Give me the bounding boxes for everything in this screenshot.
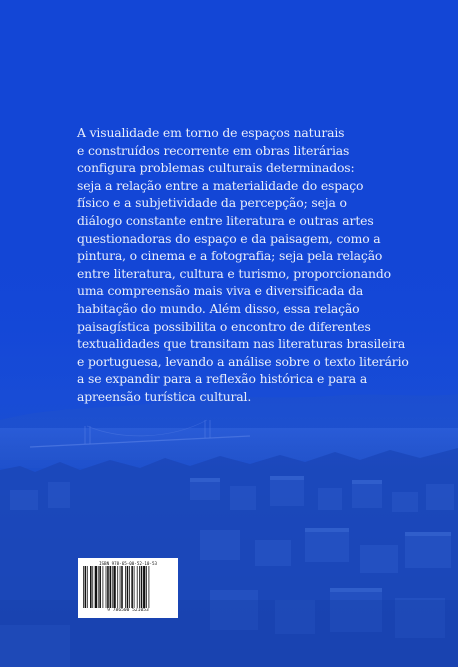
blurb-line: e construídos recorrente em obras literárias (77, 142, 350, 158)
barcode-bar (90, 566, 92, 608)
isbn-barcode (78, 558, 178, 618)
barcode-bar (87, 566, 88, 608)
blurb-line: entre literatura, cultura e turismo, proporcionando (77, 265, 391, 281)
barcode-bar (85, 566, 87, 608)
barcode-bar (107, 566, 109, 608)
blurb-line: uma compreensão mais viva e diversificada da (77, 283, 364, 299)
barcode-bar (143, 566, 145, 608)
barcode-bar (112, 566, 113, 608)
barcode-bar (120, 566, 121, 608)
barcode-bar (99, 566, 101, 608)
blurb-line: apreensão turística cultural. (77, 388, 252, 404)
blurb-line: pintura, o cinema e a fotografia; seja pela relação (77, 248, 383, 264)
barcode-bar (131, 566, 133, 608)
barcode-bar (129, 566, 130, 608)
barcode-bar (134, 566, 135, 608)
barcode-bar (117, 566, 118, 608)
blurb-line: seja a relação entre a materialidade do espaço (77, 177, 364, 193)
back-cover-blurb (77, 124, 407, 406)
barcode-bar (146, 566, 147, 608)
blurb-line: questionadoras do espaço e da paisagem, como a (77, 230, 381, 246)
blurb-line: paisagística possibilita o encontro de diferentes (77, 318, 371, 334)
blurb-line: diálogo constante entre literatura e outras artes (77, 212, 374, 228)
barcode-bar (139, 566, 140, 608)
blurb-line: habitação do mundo. Além disso, essa relação (77, 300, 360, 316)
blurb-line: textualidades que transitam nas literaturas brasileira (77, 336, 406, 352)
barcode-bar (106, 566, 107, 608)
blurb-line: a se expandir para a reflexão histórica e para a (77, 371, 368, 387)
blurb-line: A visualidade em torno de espaços naturais (77, 125, 345, 140)
barcode-bar (121, 566, 123, 608)
blurb-line: físico e a subjetividade da percepção; seja o (77, 195, 347, 211)
barcode-bar (113, 566, 115, 608)
barcode-bar (92, 566, 93, 608)
barcode-bar (137, 566, 138, 608)
blurb-line: e portuguesa, levando a análise sobre o texto literário (77, 353, 409, 369)
barcode-bar (103, 566, 104, 608)
blurb-line: configura problemas culturais determinados: (77, 160, 355, 176)
barcode-bars (82, 566, 174, 608)
barcode-bar (149, 566, 150, 608)
barcode-bar (125, 566, 126, 608)
isbn-label: ISBN 978-65-00-52-10-53 (99, 561, 157, 566)
barcode-bar (141, 566, 143, 608)
barcode-bar (110, 566, 112, 608)
barcode-bar (127, 566, 129, 608)
barcode-bar (95, 566, 97, 608)
barcode-bar (98, 566, 99, 608)
barcode-bar (83, 566, 84, 608)
barcode-digits: 9 786500 521053 (107, 608, 149, 613)
